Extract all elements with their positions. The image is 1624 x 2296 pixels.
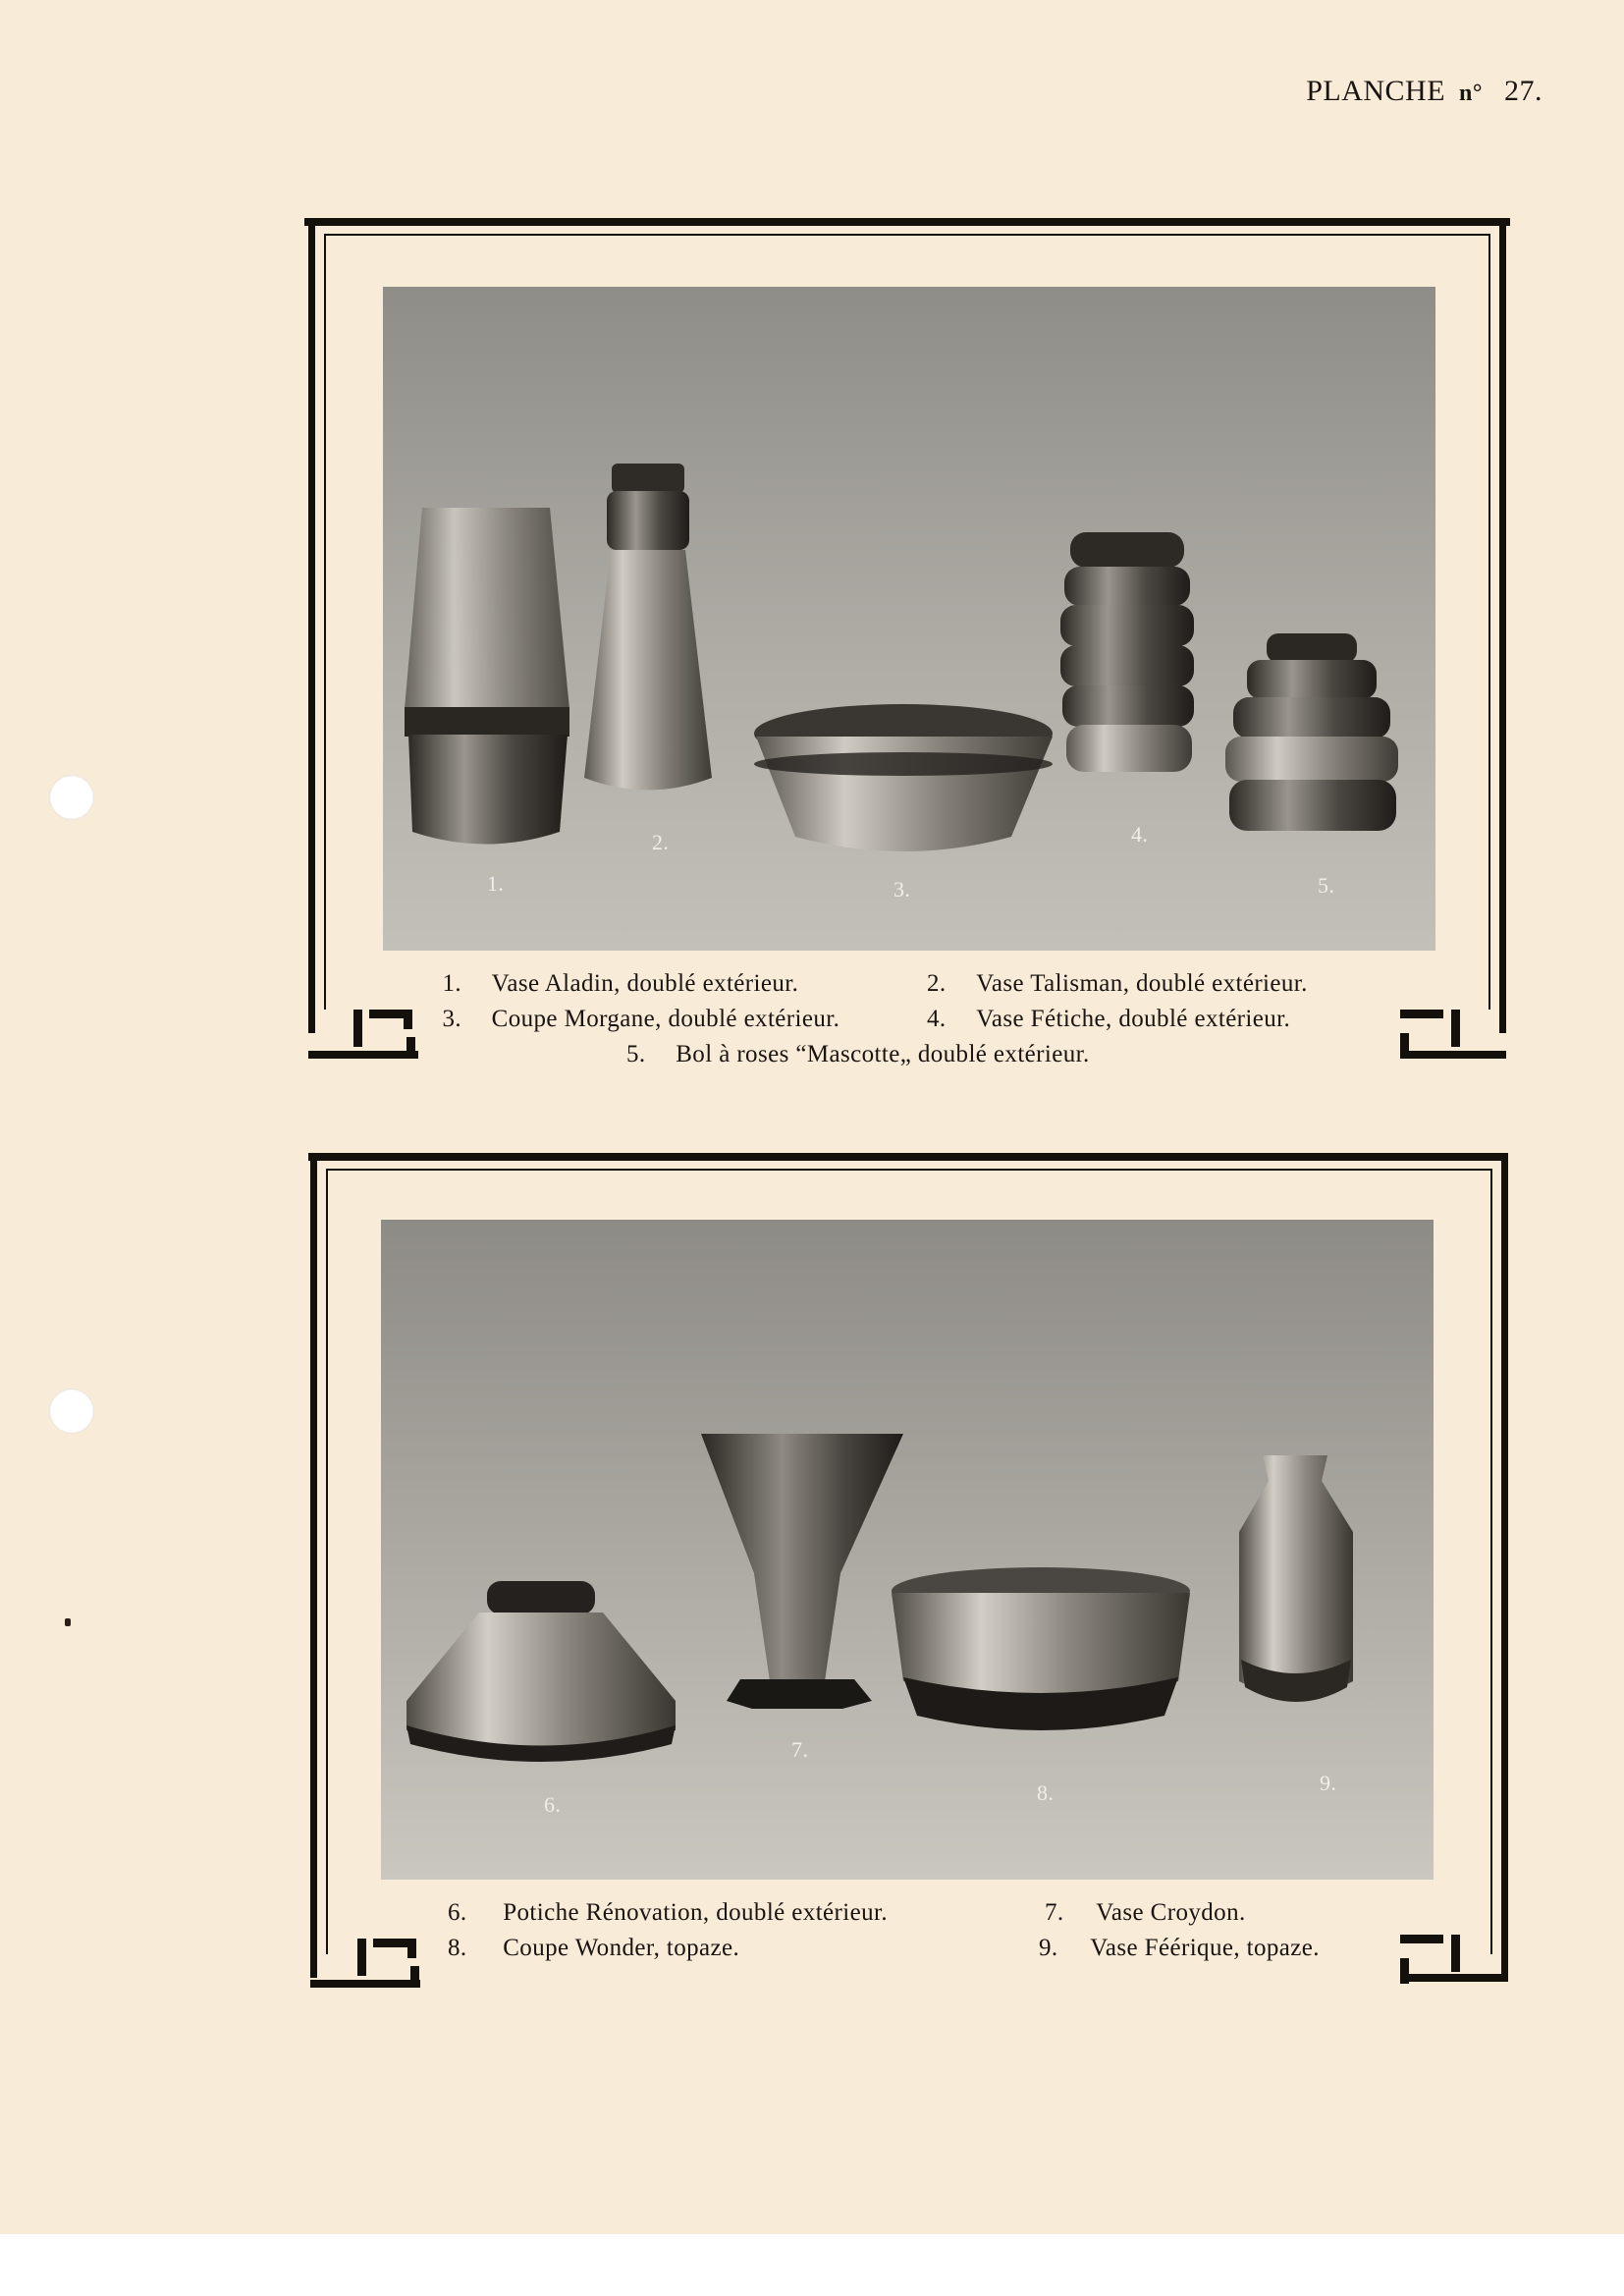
vase-aladin-image: [405, 508, 569, 845]
meander-ornament-left-top: [348, 1004, 422, 1059]
photo-bottom-glassware: [381, 1220, 1434, 1880]
coupe-wonder-image: [892, 1567, 1190, 1730]
caption-4: 4. Vase Fétiche, doublé extérieur.: [927, 1006, 1291, 1032]
photo-label-9: 9.: [1320, 1771, 1337, 1795]
photo-label-6: 6.: [544, 1792, 562, 1817]
coupe-morgane-image: [754, 704, 1053, 851]
plate-superscript: n°: [1459, 81, 1483, 106]
caption-3: 3. Coupe Morgane, doublé extérieur.: [442, 1006, 840, 1032]
meander-ornament-right-bottom: [1396, 1929, 1471, 1984]
plate-label: PLANCHE: [1306, 75, 1446, 107]
punch-hole-bottom: [49, 1389, 94, 1434]
photo-label-3: 3.: [893, 877, 911, 902]
vase-fetiche-image: [1060, 532, 1194, 772]
photo-label-4: 4.: [1131, 822, 1149, 847]
caption-5: 5. Bol à roses “Mascotte„ doublé extérieur.: [626, 1041, 1090, 1067]
ink-speck: [65, 1618, 71, 1626]
caption-1: 1. Vase Aladin, doublé extérieur.: [442, 970, 799, 997]
punch-hole-top: [49, 775, 94, 820]
photo-label-1: 1.: [487, 871, 505, 896]
photo-top-glassware: [383, 287, 1435, 951]
meander-ornament-left-bottom: [352, 1933, 426, 1988]
photo-label-8: 8.: [1037, 1780, 1055, 1805]
plate-number-heading: [1306, 75, 1543, 108]
photo-label-7: 7.: [791, 1737, 809, 1762]
meander-ornament-right-top: [1396, 1004, 1471, 1059]
caption-2: 2. Vase Talisman, doublé extérieur.: [927, 970, 1308, 997]
caption-7: 7. Vase Croydon.: [1045, 1899, 1246, 1926]
caption-8: 8. Coupe Wonder, topaze.: [448, 1935, 740, 1961]
photo-label-5: 5.: [1318, 873, 1335, 898]
caption-6: 6. Potiche Rénovation, doublé extérieur.: [448, 1899, 889, 1926]
plate-number: 27.: [1504, 75, 1543, 107]
photo-label-2: 2.: [652, 830, 670, 854]
caption-9: 9. Vase Féérique, topaze.: [1039, 1935, 1320, 1961]
